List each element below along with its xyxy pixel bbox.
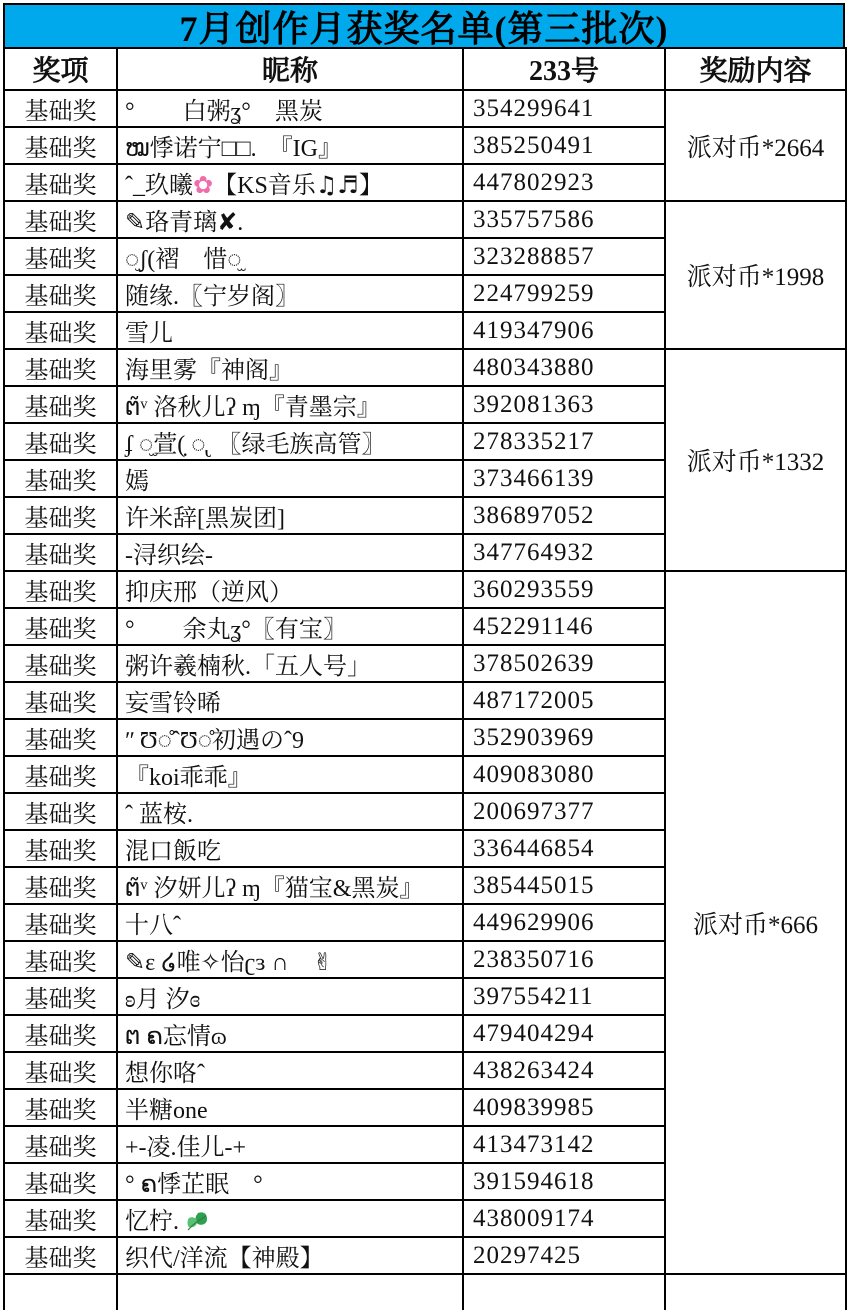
award-cell: 基础奖 xyxy=(4,904,117,941)
member-id-cell: 479404294 xyxy=(463,1015,665,1052)
nickname-cell: ° ຄ悸芷眠 ° xyxy=(117,1163,463,1200)
award-cell: 基础奖 xyxy=(4,682,117,719)
nickname-cell: 海里雾『神阁』 xyxy=(117,349,463,386)
award-cell: 基础奖 xyxy=(4,497,117,534)
nickname-cell: -浔织绘- xyxy=(117,534,463,571)
member-id-cell: 449629906 xyxy=(463,904,665,941)
reward-cell: 派对币*2664 xyxy=(665,90,846,201)
nickname-cell: 混口飯吃 xyxy=(117,830,463,867)
award-cell: 基础奖 xyxy=(4,867,117,904)
award-cell: 基础奖 xyxy=(4,386,117,423)
member-id-cell: 373466139 xyxy=(463,460,665,497)
nickname-cell: +-凌.佳儿-+ xyxy=(117,1126,463,1163)
award-cell: 基础奖 xyxy=(4,719,117,756)
award-cell: 基础奖 xyxy=(4,201,117,238)
table-row xyxy=(4,349,846,386)
nickname-cell: 织代/洋流【神殿】 xyxy=(117,1237,463,1274)
member-id-cell: 487172005 xyxy=(463,682,665,719)
award-cell: 基础奖 xyxy=(4,1237,117,1274)
reward-cell: 派对币*666 xyxy=(665,571,846,1274)
award-cell: 基础奖 xyxy=(4,1200,117,1237)
nickname-cell: 想你咯ˆ xyxy=(117,1052,463,1089)
nickname-cell: ✎ɛ ໒唯✧怡ʗɜ ∩ ✌ xyxy=(117,941,463,978)
header-row xyxy=(4,48,846,90)
member-id-cell: 336446854 xyxy=(463,830,665,867)
member-id-cell: 278335217 xyxy=(463,423,665,460)
nickname-cell: ◌̫ʃ(褶 惜◌̫ xyxy=(117,238,463,275)
award-cell: 基础奖 xyxy=(4,423,117,460)
award-cell: 基础奖 xyxy=(4,608,117,645)
member-id-cell: 20297425 xyxy=(463,1237,665,1274)
member-id-cell: 447802923 xyxy=(463,164,665,201)
member-id-cell: 385445015 xyxy=(463,867,665,904)
member-id-cell: 452291146 xyxy=(463,608,665,645)
nickname-cell: 许米辞[黑炭团] xyxy=(117,497,463,534)
award-cell: 基础奖 xyxy=(4,941,117,978)
partial-row xyxy=(4,1274,846,1310)
nickname-cell: ຕ̃ᵛ 汐妍儿ʔ ɱ『猫宝&黑炭』 xyxy=(117,867,463,904)
member-id-cell: 354299641 xyxy=(463,90,665,127)
award-cell: 基础奖 xyxy=(4,793,117,830)
member-id-cell: 238350716 xyxy=(463,941,665,978)
column-header-reward: 奖励内容 xyxy=(665,48,846,90)
member-id-cell: 409839985 xyxy=(463,1089,665,1126)
nickname-cell: ʚ月 汐ɞ xyxy=(117,978,463,1015)
award-cell: 基础奖 xyxy=(4,460,117,497)
nickname-cell: 妄雪铃晞 xyxy=(117,682,463,719)
music-notes-emoji-icon: ♫♬ xyxy=(315,171,359,199)
nickname-cell: 雪儿 xyxy=(117,312,463,349)
member-id-cell: 386897052 xyxy=(463,497,665,534)
nickname-cell: 嫣 xyxy=(117,460,463,497)
member-id-cell: 360293559 xyxy=(463,571,665,608)
reward-cell: 派对币*1332 xyxy=(665,349,846,571)
member-id-cell: 378502639 xyxy=(463,645,665,682)
leaf-emoji-icon xyxy=(185,1209,209,1235)
nickname-cell: ໝ悸诺宁□□. 『IG』 xyxy=(117,127,463,164)
award-cell: 基础奖 xyxy=(4,312,117,349)
member-id-cell: 391594618 xyxy=(463,1163,665,1200)
award-cell: 基础奖 xyxy=(4,1126,117,1163)
reward-cell: 派对币*1998 xyxy=(665,201,846,349)
table-title: 7月创作月获奖名单(第三批次) xyxy=(3,3,845,47)
award-cell: 基础奖 xyxy=(4,1163,117,1200)
table-row xyxy=(4,571,846,608)
award-cell: 基础奖 xyxy=(4,127,117,164)
table-row xyxy=(4,201,846,238)
column-header-233-id: 233号 xyxy=(463,48,665,90)
member-id-cell: 323288857 xyxy=(463,238,665,275)
nickname-cell: ° 余丸ʓ°〖有宝〗 xyxy=(117,608,463,645)
nickname-cell: 抑庆邢（逆风） xyxy=(117,571,463,608)
award-cell: 基础奖 xyxy=(4,645,117,682)
award-cell: 基础奖 xyxy=(4,1052,117,1089)
nickname-cell: 半糖one xyxy=(117,1089,463,1126)
member-id-cell: 385250491 xyxy=(463,127,665,164)
award-cell: 基础奖 xyxy=(4,571,117,608)
table-body xyxy=(4,90,846,1310)
member-id-cell: 397554211 xyxy=(463,978,665,1015)
award-cell: 基础奖 xyxy=(4,275,117,312)
nickname-cell: ˆ 蓝桉. xyxy=(117,793,463,830)
award-cell: 基础奖 xyxy=(4,830,117,867)
award-cell: 基础奖 xyxy=(4,1089,117,1126)
member-id-cell: 409083080 xyxy=(463,756,665,793)
nickname-cell: ຕ̃ᵛ 洛秋儿ʔ ɱ『青墨宗』 xyxy=(117,386,463,423)
award-cell: 基础奖 xyxy=(4,534,117,571)
column-header-award: 奖项 xyxy=(4,48,117,90)
award-cell: 基础奖 xyxy=(4,164,117,201)
member-id-cell: 480343880 xyxy=(463,349,665,386)
nickname-cell: 十八ˆ xyxy=(117,904,463,941)
member-id-cell: 224799259 xyxy=(463,275,665,312)
nickname-cell: ° 白粥ʓ° 黑炭 xyxy=(117,90,463,127)
member-id-cell: 413473142 xyxy=(463,1126,665,1163)
nickname-cell: ʄ ◌̫萱(̣ ◌̢ 〖绿毛族高管〗 xyxy=(117,423,463,460)
award-cell: 基础奖 xyxy=(4,90,117,127)
award-cell: 基础奖 xyxy=(4,978,117,1015)
flower-emoji-icon: ✿ xyxy=(193,171,214,199)
award-cell: 基础奖 xyxy=(4,238,117,275)
nickname-cell: 忆柠. xyxy=(117,1200,463,1237)
member-id-cell: 200697377 xyxy=(463,793,665,830)
member-id-cell: 438009174 xyxy=(463,1200,665,1237)
nickname-cell: ຕ ຄ忘情ɷ xyxy=(117,1015,463,1052)
award-cell: 基础奖 xyxy=(4,756,117,793)
nickname-cell: 粥许羲楠秋.「五人号」 xyxy=(117,645,463,682)
nickname-cell: 随缘.〖宁岁阁〗 xyxy=(117,275,463,312)
nickname-cell: ˆ_玖曦✿【KS音乐♫♬】 xyxy=(117,164,463,201)
nickname-cell: ʺ Ʊ◌̊ˆƱ◌̊初遇のˆ9 xyxy=(117,719,463,756)
member-id-cell: 347764932 xyxy=(463,534,665,571)
member-id-cell: 438263424 xyxy=(463,1052,665,1089)
award-cell: 基础奖 xyxy=(4,1015,117,1052)
column-header-nickname: 昵称 xyxy=(117,48,463,90)
member-id-cell: 419347906 xyxy=(463,312,665,349)
award-table xyxy=(3,47,847,1310)
nickname-cell: 『koi乖乖』 xyxy=(117,756,463,793)
member-id-cell: 335757586 xyxy=(463,201,665,238)
award-cell: 基础奖 xyxy=(4,349,117,386)
member-id-cell: 352903969 xyxy=(463,719,665,756)
table-row xyxy=(4,90,846,127)
member-id-cell: 392081363 xyxy=(463,386,665,423)
nickname-cell: ✎珞青璃✘. xyxy=(117,201,463,238)
